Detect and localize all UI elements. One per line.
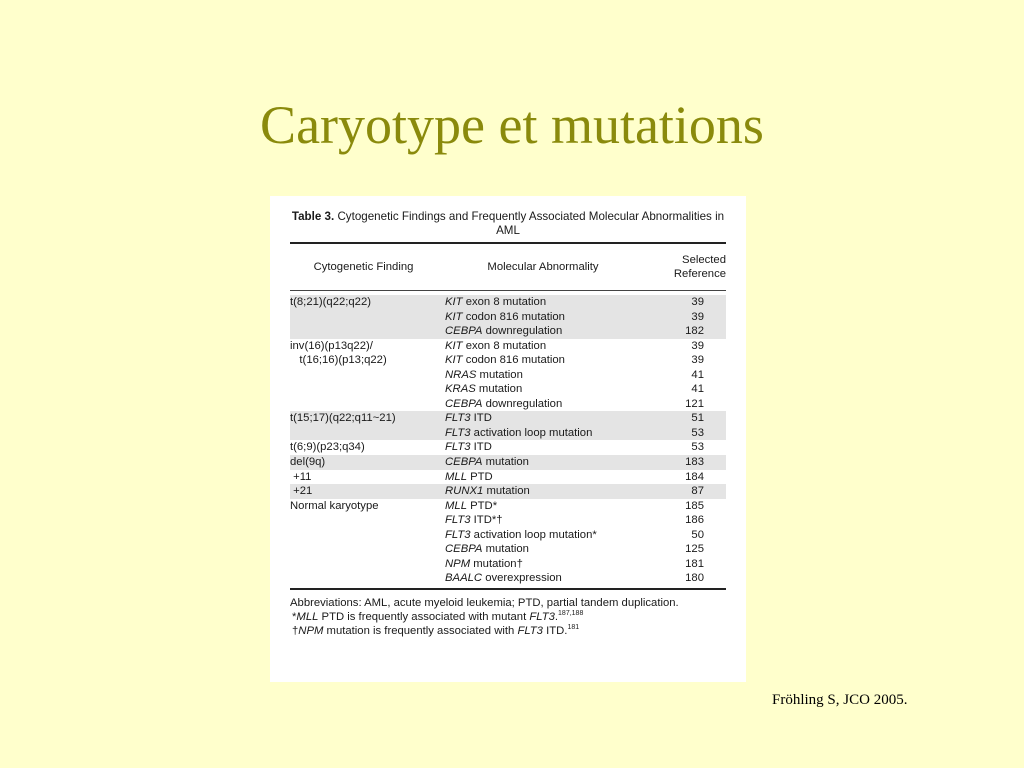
cell-selected-reference: 181 — [685, 557, 704, 570]
cell-cytogenetic-finding: t(8;21)(q22;q22) — [290, 296, 372, 308]
footnote-npm: †NPM mutation is frequently associated with FLT3 ITD.$^{181}$ — [292, 624, 580, 637]
table-caption — [290, 210, 726, 238]
gene-name: FLT3 — [445, 412, 471, 425]
cell-molecular-abnormality — [437, 339, 649, 354]
abnormality-text: overexpression — [485, 572, 562, 585]
gene-name: KIT — [445, 310, 463, 323]
cell-molecular-abnormality — [437, 368, 649, 383]
cell-cytogenetic-finding: Normal karyotype — [290, 499, 379, 512]
cell-cytogenetic-finding: inv(16)(p13q22)/ — [290, 339, 373, 352]
table-row — [290, 426, 726, 441]
abnormality-text: activation loop mutation — [473, 426, 593, 439]
cell-selected-reference: 183 — [685, 456, 704, 469]
cell-cytogenetic-finding — [290, 557, 437, 572]
abnormality-text: PTD* — [470, 499, 498, 512]
cell-cytogenetic-finding: +11 — [290, 470, 312, 483]
cell-selected-reference: 39 — [691, 296, 704, 308]
cell-molecular-abnormality — [437, 440, 649, 455]
table-row — [290, 295, 726, 310]
table-body — [290, 295, 726, 586]
table-row — [290, 353, 726, 368]
table-row — [290, 528, 726, 543]
gene-name: FLT3 — [445, 426, 471, 439]
cell-cytogenetic-finding — [290, 382, 437, 397]
cell-molecular-abnormality — [437, 528, 649, 543]
gene-name: MLL — [445, 499, 467, 512]
cell-molecular-abnormality — [437, 310, 649, 325]
cell-molecular-abnormality — [437, 557, 649, 572]
gene-name: FLT3 — [445, 441, 471, 454]
gene-name: KIT — [445, 354, 463, 367]
cell-cytogenetic-finding — [290, 528, 437, 543]
abnormality-text: mutation — [486, 485, 530, 498]
cell-selected-reference: 51 — [691, 412, 704, 425]
table-row — [290, 397, 726, 412]
cell-molecular-abnormality — [437, 411, 649, 426]
table-row — [290, 499, 726, 514]
cell-selected-reference: 41 — [691, 368, 704, 381]
table-bottom-rule — [290, 588, 726, 590]
gene-name: FLT3 — [445, 528, 471, 541]
cell-selected-reference: 41 — [691, 383, 704, 396]
abnormality-text: exon 8 mutation — [465, 339, 547, 352]
cell-selected-reference: 180 — [685, 572, 704, 585]
table-row — [290, 411, 726, 426]
cell-cytogenetic-finding — [290, 324, 437, 339]
cell-selected-reference: 50 — [691, 528, 704, 541]
abnormality-text: mutation† — [473, 557, 523, 570]
abnormality-text: mutation — [485, 543, 529, 556]
cell-molecular-abnormality — [437, 397, 649, 412]
table-footnotes — [290, 596, 726, 638]
gene-name: RUNX1 — [445, 485, 484, 498]
cell-cytogenetic-finding: t(6;9)(p23;q34) — [290, 441, 365, 454]
table-row — [290, 470, 726, 485]
cell-cytogenetic-finding: +21 — [290, 485, 313, 498]
abnormality-text: exon 8 mutation — [465, 296, 547, 308]
cell-molecular-abnormality — [437, 484, 649, 499]
cell-selected-reference: 121 — [685, 397, 704, 410]
cell-selected-reference: 186 — [685, 514, 704, 527]
citation: Fröhling S, JCO 2005. — [772, 692, 908, 708]
table-row — [290, 557, 726, 572]
cell-molecular-abnormality — [437, 382, 649, 397]
cell-selected-reference: 87 — [691, 485, 704, 498]
cell-selected-reference: 53 — [691, 441, 704, 454]
cell-molecular-abnormality — [437, 426, 649, 441]
cell-molecular-abnormality — [437, 499, 649, 514]
table-row — [290, 368, 726, 383]
table-row — [290, 310, 726, 325]
cell-molecular-abnormality — [437, 513, 649, 528]
gene-name: KIT — [445, 339, 463, 352]
cell-cytogenetic-finding — [290, 368, 437, 383]
gene-name: KRAS — [445, 383, 476, 396]
abnormality-text: ITD*† — [473, 514, 503, 527]
abnormality-text: mutation — [485, 456, 529, 469]
header-selected-reference: Selected Reference — [673, 254, 726, 280]
gene-name: MLL — [445, 470, 467, 483]
abnormality-text: downregulation — [485, 325, 563, 338]
cell-cytogenetic-finding: del(9q) — [290, 456, 326, 469]
table-row — [290, 542, 726, 557]
cell-selected-reference: 125 — [685, 543, 704, 556]
abnormality-text: downregulation — [485, 397, 563, 410]
table-caption-label: Table 3. — [291, 210, 335, 223]
cell-cytogenetic-finding: t(15;17)(q22;q11~21) — [290, 412, 396, 425]
gene-name: CEBPA — [445, 325, 483, 338]
slide-title: Caryotype et mutations — [260, 95, 764, 155]
gene-name: FLT3 — [445, 514, 471, 527]
abnormality-text: mutation — [479, 368, 523, 381]
table-header-rule — [290, 290, 726, 291]
gene-name: CEBPA — [445, 543, 483, 556]
cell-cytogenetic-finding: t(16;16)(p13;q22) — [290, 354, 387, 367]
gene-name: NRAS — [445, 368, 477, 381]
table-row — [290, 513, 726, 528]
cell-molecular-abnormality — [437, 324, 649, 339]
cell-cytogenetic-finding — [290, 426, 437, 441]
cell-selected-reference: 39 — [691, 339, 704, 352]
cell-cytogenetic-finding — [290, 397, 437, 412]
abnormality-text: PTD — [470, 470, 493, 483]
table-row — [290, 455, 726, 470]
table-image — [270, 196, 746, 682]
footnote-mll: *MLL PTD is frequently associated with mutant FLT3.$^{187,188}$ — [292, 610, 584, 623]
cell-cytogenetic-finding — [290, 310, 437, 325]
cell-selected-reference: 39 — [691, 310, 704, 323]
gene-name: CEBPA — [445, 397, 483, 410]
table-row — [290, 440, 726, 455]
cell-molecular-abnormality — [437, 353, 649, 368]
cell-cytogenetic-finding — [290, 571, 437, 586]
table-header-row — [290, 244, 726, 290]
cell-molecular-abnormality — [437, 571, 649, 586]
cell-selected-reference: 39 — [691, 354, 704, 367]
abnormality-text: codon 816 mutation — [465, 354, 565, 367]
cell-selected-reference: 53 — [691, 426, 704, 439]
abnormality-text: codon 816 mutation — [465, 310, 565, 323]
cell-selected-reference: 182 — [685, 325, 704, 338]
cell-selected-reference: 185 — [685, 499, 704, 512]
table-row — [290, 571, 726, 586]
table-row — [290, 382, 726, 397]
header-molecular-abnormality: Molecular Abnormality — [487, 261, 599, 273]
cell-selected-reference: 184 — [685, 470, 704, 483]
abnormality-text: mutation — [478, 383, 523, 396]
footnote-abbreviations: Abbreviations: AML, acute myeloid leukemia; PTD, partial tandem duplication. — [290, 596, 679, 609]
gene-name: NPM — [445, 557, 471, 570]
cell-cytogenetic-finding — [290, 513, 437, 528]
abnormality-text: activation loop mutation* — [473, 528, 597, 541]
table-row — [290, 484, 726, 499]
header-cytogenetic-finding: Cytogenetic Finding — [313, 261, 414, 273]
table-row — [290, 339, 726, 354]
table-caption-text: Cytogenetic Findings and Frequently Associated Molecular Abnormalities in AML — [337, 210, 725, 237]
cell-molecular-abnormality — [437, 470, 649, 485]
cell-cytogenetic-finding — [290, 542, 437, 557]
cell-molecular-abnormality — [437, 542, 649, 557]
abnormality-text: ITD — [473, 412, 492, 425]
abnormality-text: ITD — [473, 441, 492, 454]
gene-name: CEBPA — [445, 456, 483, 469]
gene-name: BAALC — [445, 572, 483, 585]
table-row — [290, 324, 726, 339]
gene-name: KIT — [445, 296, 463, 308]
cell-molecular-abnormality — [437, 295, 649, 310]
cell-molecular-abnormality — [437, 455, 649, 470]
